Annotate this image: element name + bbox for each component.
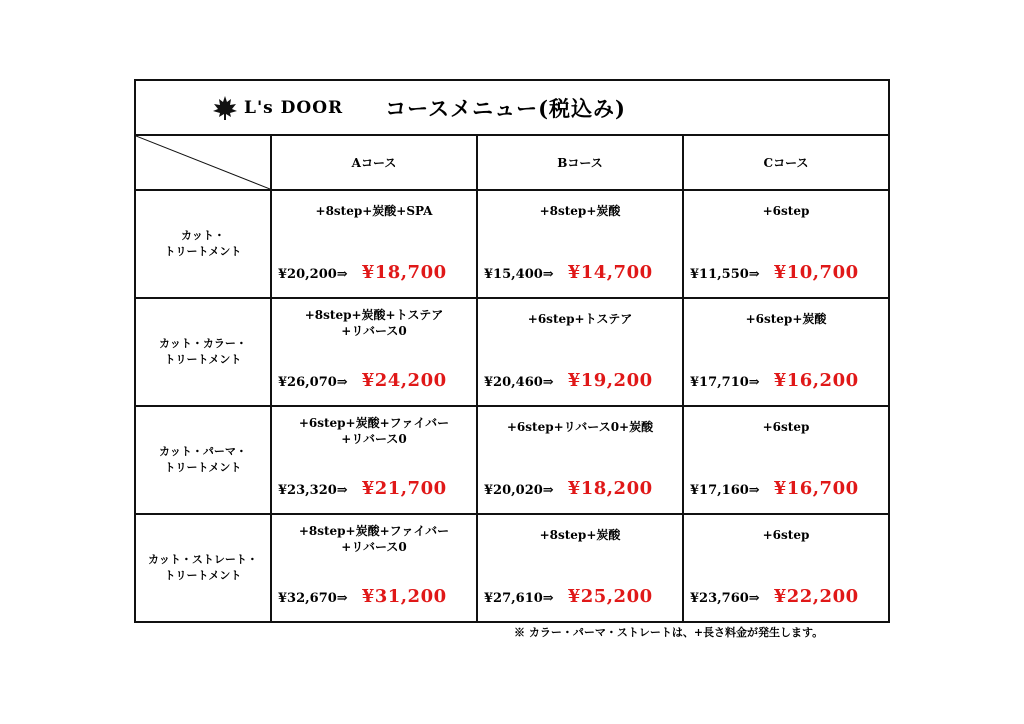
row-label-line: トリートメント — [164, 353, 242, 366]
price-cell-a — [271, 190, 477, 298]
discount-price: ¥18,200 — [567, 478, 653, 499]
price-line — [690, 586, 884, 607]
course-option-line: +6step — [762, 528, 810, 542]
price-line — [278, 478, 472, 499]
regular-price: ¥11,550⇒ — [690, 267, 760, 282]
course-option-line: +8step+炭酸+ファイバー — [298, 524, 450, 538]
row-label — [135, 514, 271, 622]
course-option-line: +リバース0 — [341, 324, 407, 338]
course-option — [478, 203, 682, 219]
course-option-line: +リバース0 — [341, 432, 407, 446]
regular-price: ¥23,760⇒ — [690, 591, 760, 606]
course-option-line: +6step+炭酸 — [745, 312, 827, 326]
price-line — [278, 586, 472, 607]
course-option — [478, 311, 682, 327]
regular-price: ¥32,670⇒ — [278, 591, 348, 606]
maple-leaf-icon — [212, 95, 238, 121]
price-line — [484, 478, 678, 499]
price-cell-c — [683, 190, 889, 298]
price-cell-a — [271, 406, 477, 514]
course-menu-table — [134, 79, 890, 623]
course-header-row — [135, 135, 889, 190]
row-label-line: カット・カラー・ — [159, 337, 247, 350]
row-label-line: トリートメント — [164, 245, 242, 258]
course-option-line: +8step+炭酸 — [539, 528, 621, 542]
discount-price: ¥16,200 — [773, 370, 859, 391]
page-title: コースメニュー(税込み) — [385, 95, 626, 121]
discount-price: ¥14,700 — [567, 262, 653, 283]
course-option — [478, 527, 682, 543]
regular-price: ¥17,160⇒ — [690, 483, 760, 498]
row-label — [135, 190, 271, 298]
course-option — [684, 527, 888, 543]
discount-price: ¥21,700 — [361, 478, 447, 499]
regular-price: ¥26,070⇒ — [278, 375, 348, 390]
course-option-line: +8step+炭酸+トステア — [304, 308, 444, 322]
price-cell-a — [271, 298, 477, 406]
price-cell-b — [477, 406, 683, 514]
menu-row — [135, 406, 889, 514]
price-cell-a — [271, 514, 477, 622]
course-option-line: +6step+トステア — [527, 312, 633, 326]
regular-price: ¥15,400⇒ — [484, 267, 554, 282]
course-option-line: +6step — [762, 420, 810, 434]
menu-header — [135, 80, 889, 135]
discount-price: ¥16,700 — [773, 478, 859, 499]
price-line — [484, 370, 678, 391]
regular-price: ¥27,610⇒ — [484, 591, 554, 606]
menu-row — [135, 514, 889, 622]
course-option-line: +8step+炭酸 — [539, 204, 621, 218]
regular-price: ¥23,320⇒ — [278, 483, 348, 498]
price-cell-c — [683, 406, 889, 514]
diagonal-divider — [136, 136, 270, 189]
discount-price: ¥24,200 — [361, 370, 447, 391]
course-option — [272, 523, 476, 555]
price-line — [278, 370, 472, 391]
price-cell-c — [683, 298, 889, 406]
row-label-line: カット・ストレート・ — [148, 553, 258, 566]
price-cell-b — [477, 514, 683, 622]
row-label — [135, 406, 271, 514]
row-label — [135, 298, 271, 406]
row-label-line: カット・ — [181, 229, 225, 242]
discount-price: ¥19,200 — [567, 370, 653, 391]
regular-price: ¥20,460⇒ — [484, 375, 554, 390]
course-header-a: Aコース — [271, 135, 477, 190]
course-option-line: +6step — [762, 204, 810, 218]
discount-price: ¥10,700 — [773, 262, 859, 283]
footnote: ※ カラー・パーマ・ストレートは、+長さ料金が発生します。 — [514, 626, 824, 639]
price-cell-b — [477, 190, 683, 298]
price-line — [484, 586, 678, 607]
course-option-line: +6step+リバース0+炭酸 — [506, 420, 654, 434]
regular-price: ¥20,020⇒ — [484, 483, 554, 498]
course-option-line: +8step+炭酸+SPA — [315, 204, 433, 218]
menu-row — [135, 298, 889, 406]
course-option — [272, 307, 476, 339]
price-line — [690, 370, 884, 391]
course-option — [272, 203, 476, 219]
course-header-c: Cコース — [683, 135, 889, 190]
discount-price: ¥25,200 — [567, 586, 653, 607]
price-cell-c — [683, 514, 889, 622]
regular-price: ¥17,710⇒ — [690, 375, 760, 390]
course-option-line: +6step+炭酸+ファイバー — [298, 416, 450, 430]
regular-price: ¥20,200⇒ — [278, 267, 348, 282]
corner-cell — [135, 135, 271, 190]
course-header-b: Bコース — [477, 135, 683, 190]
price-cell-b — [477, 298, 683, 406]
course-option-line: +リバース0 — [341, 540, 407, 554]
logo-text: L's DOOR — [244, 97, 344, 118]
menu-row — [135, 190, 889, 298]
discount-price: ¥31,200 — [361, 586, 447, 607]
row-label-line: カット・パーマ・ — [159, 445, 247, 458]
course-option — [684, 419, 888, 435]
row-label-line: トリートメント — [164, 569, 242, 582]
brand-logo — [212, 95, 343, 121]
course-option — [478, 419, 682, 435]
menu-body — [135, 190, 889, 622]
course-option — [684, 311, 888, 327]
discount-price: ¥18,700 — [361, 262, 447, 283]
price-line — [690, 478, 884, 499]
course-option — [684, 203, 888, 219]
price-line — [278, 262, 472, 283]
price-line — [690, 262, 884, 283]
row-label-line: トリートメント — [164, 461, 242, 474]
discount-price: ¥22,200 — [773, 586, 859, 607]
course-option — [272, 415, 476, 447]
price-line — [484, 262, 678, 283]
header-row — [135, 80, 889, 135]
